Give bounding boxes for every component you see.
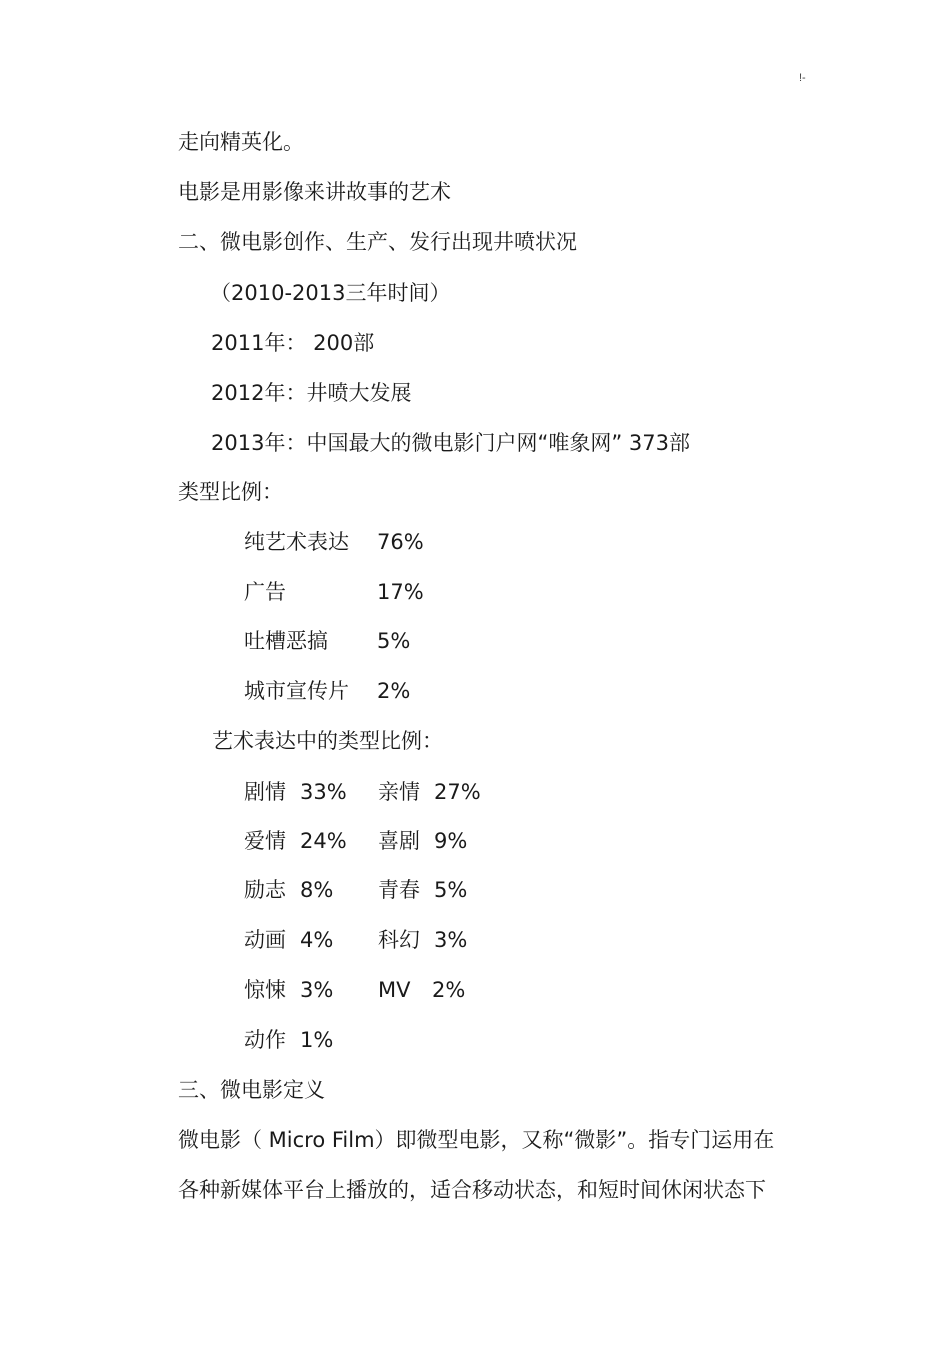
section-heading-3: 三、微电影定义: [178, 1078, 325, 1102]
art-ratio-left-value: 33%: [300, 780, 347, 804]
type-ratio-value: 2%: [377, 679, 411, 703]
art-ratio-left-name: 励志: [244, 878, 286, 902]
type-ratio-value: 17%: [377, 580, 424, 604]
type-ratio-name: 城市宣传片: [244, 679, 349, 703]
type-ratio-value: 5%: [377, 629, 411, 653]
art-ratio-right-value: 9%: [434, 829, 468, 853]
art-ratio-left-value: 3%: [300, 978, 334, 1002]
art-ratio-right-value: 2%: [432, 978, 466, 1002]
type-ratio-title: 类型比例：: [178, 480, 283, 504]
art-ratio-left-value: 8%: [300, 878, 334, 902]
year-2012-line: 2012年：井喷大发展: [211, 381, 412, 405]
art-ratio-left-name: 爱情: [244, 829, 286, 853]
definition-line-1: 微电影（ Micro Film）即微型电影，又称“微影”。指专门运用在: [178, 1128, 775, 1152]
art-ratio-right-name: 科幻: [378, 928, 420, 952]
year-2011-line: 2011年： 200部: [211, 331, 375, 355]
art-ratio-right-name: MV: [378, 978, 411, 1002]
section-heading-2: 二、微电影创作、生产、发行出现井喷状况: [178, 230, 577, 254]
paragraph-line: 电影是用影像来讲故事的艺术: [178, 180, 451, 204]
art-ratio-left-value: 4%: [300, 928, 334, 952]
art-ratio-right-name: 喜剧: [378, 829, 420, 853]
art-ratio-right-value: 5%: [434, 878, 468, 902]
paragraph-line: 走向精英化。: [178, 130, 304, 154]
art-ratio-right-name: 青春: [378, 878, 420, 902]
art-ratio-title: 艺术表达中的类型比例：: [212, 729, 443, 753]
art-ratio-left-value: 24%: [300, 829, 347, 853]
page-marker: !-: [799, 72, 806, 84]
art-ratio-left-name: 剧情: [244, 780, 286, 804]
art-ratio-right-name: 亲情: [378, 780, 420, 804]
art-ratio-left-name: 动作: [244, 1028, 286, 1052]
art-ratio-right-value: 27%: [434, 780, 481, 804]
art-ratio-right-value: 3%: [434, 928, 468, 952]
period-note: （2010-2013三年时间）: [210, 281, 451, 305]
year-2013-line: 2013年：中国最大的微电影门户网“唯象网” 373部: [211, 431, 690, 455]
art-ratio-left-name: 惊悚: [244, 978, 286, 1002]
art-ratio-left-name: 动画: [244, 928, 286, 952]
type-ratio-name: 吐槽恶搞: [244, 629, 328, 653]
type-ratio-name: 广告: [244, 580, 286, 604]
type-ratio-value: 76%: [377, 530, 424, 554]
definition-line-2: 各种新媒体平台上播放的，适合移动状态，和短时间休闲状态下: [178, 1178, 766, 1202]
type-ratio-name: 纯艺术表达: [244, 530, 349, 554]
art-ratio-left-value: 1%: [300, 1028, 334, 1052]
